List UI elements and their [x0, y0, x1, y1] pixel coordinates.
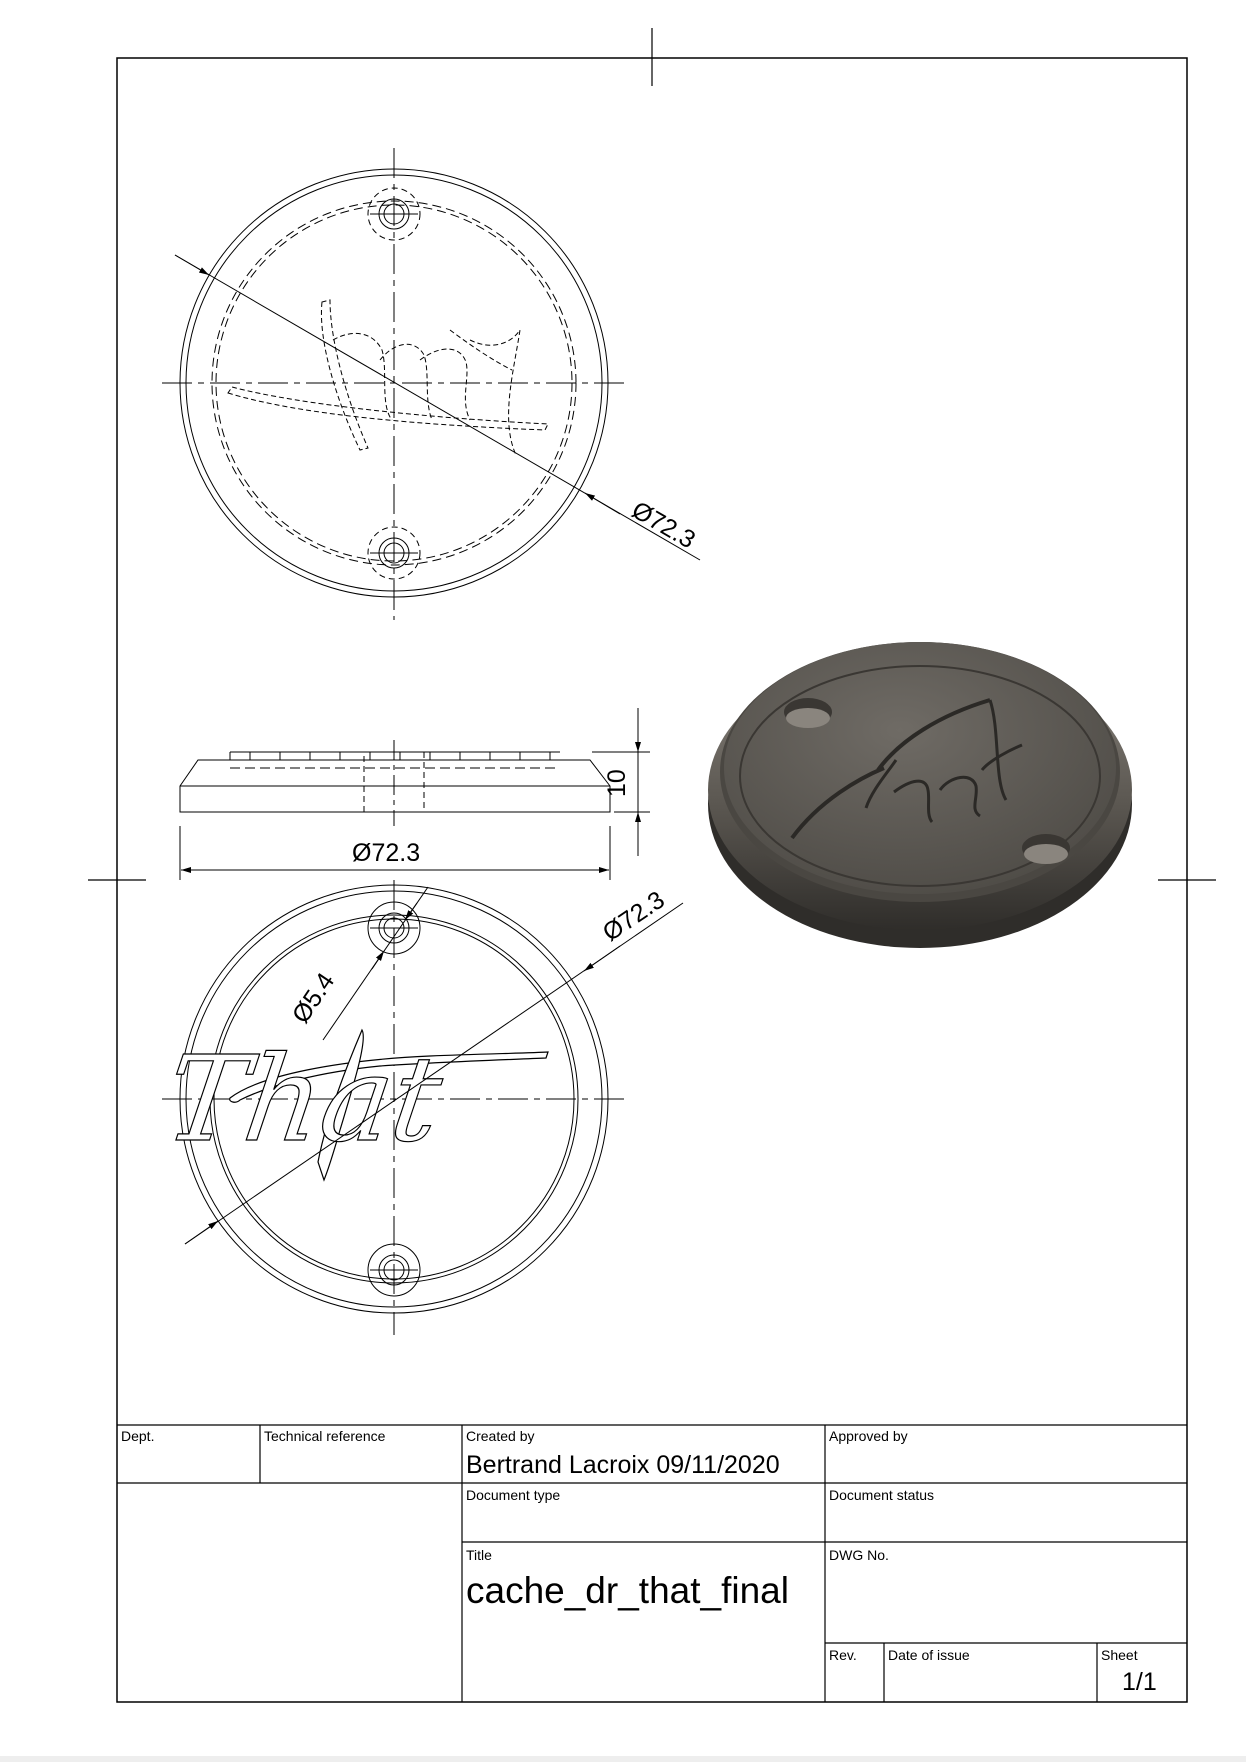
hole-diameter-label: Ø5.4 [286, 967, 341, 1029]
document-status-label: Document status [829, 1487, 935, 1503]
title-value: cache_dr_that_final [466, 1570, 789, 1611]
dwg-no-label: DWG No. [829, 1547, 889, 1563]
hole-diameter-arrow-1 [372, 951, 384, 969]
side-height-label: 10 [603, 769, 631, 797]
approved-by-label: Approved by [829, 1428, 908, 1444]
top-diameter-arrow-1 [175, 255, 209, 275]
created-by-value: Bertrand Lacroix 09/11/2020 [466, 1451, 780, 1479]
dept-label: Dept. [121, 1428, 155, 1444]
top-diameter-leader [175, 255, 700, 560]
front-diameter-arrow-2 [584, 946, 620, 971]
created-by-label: Created by [466, 1428, 535, 1444]
isometric-render [708, 642, 1132, 948]
front-diameter-label: Ø72.3 [597, 885, 670, 947]
sheet-label: Sheet [1101, 1647, 1138, 1663]
top-diameter-label: Ø72.3 [627, 495, 700, 555]
title-label: Title [466, 1547, 492, 1563]
date-of-issue-label: Date of issue [888, 1647, 970, 1663]
side-width-label: Ø72.3 [352, 839, 421, 867]
engraving-text: That [157, 1030, 450, 1168]
technical-reference-label: Technical reference [264, 1428, 386, 1444]
side-view [180, 740, 610, 826]
document-type-label: Document type [466, 1487, 561, 1503]
top-diameter-arrow-2 [585, 493, 620, 514]
top-view [162, 148, 630, 620]
page-bottom-strip [0, 1756, 1246, 1762]
sheet-value: 1/1 [1122, 1668, 1157, 1696]
rev-label: Rev. [829, 1647, 857, 1663]
front-diameter-arrow-1 [185, 1221, 218, 1244]
